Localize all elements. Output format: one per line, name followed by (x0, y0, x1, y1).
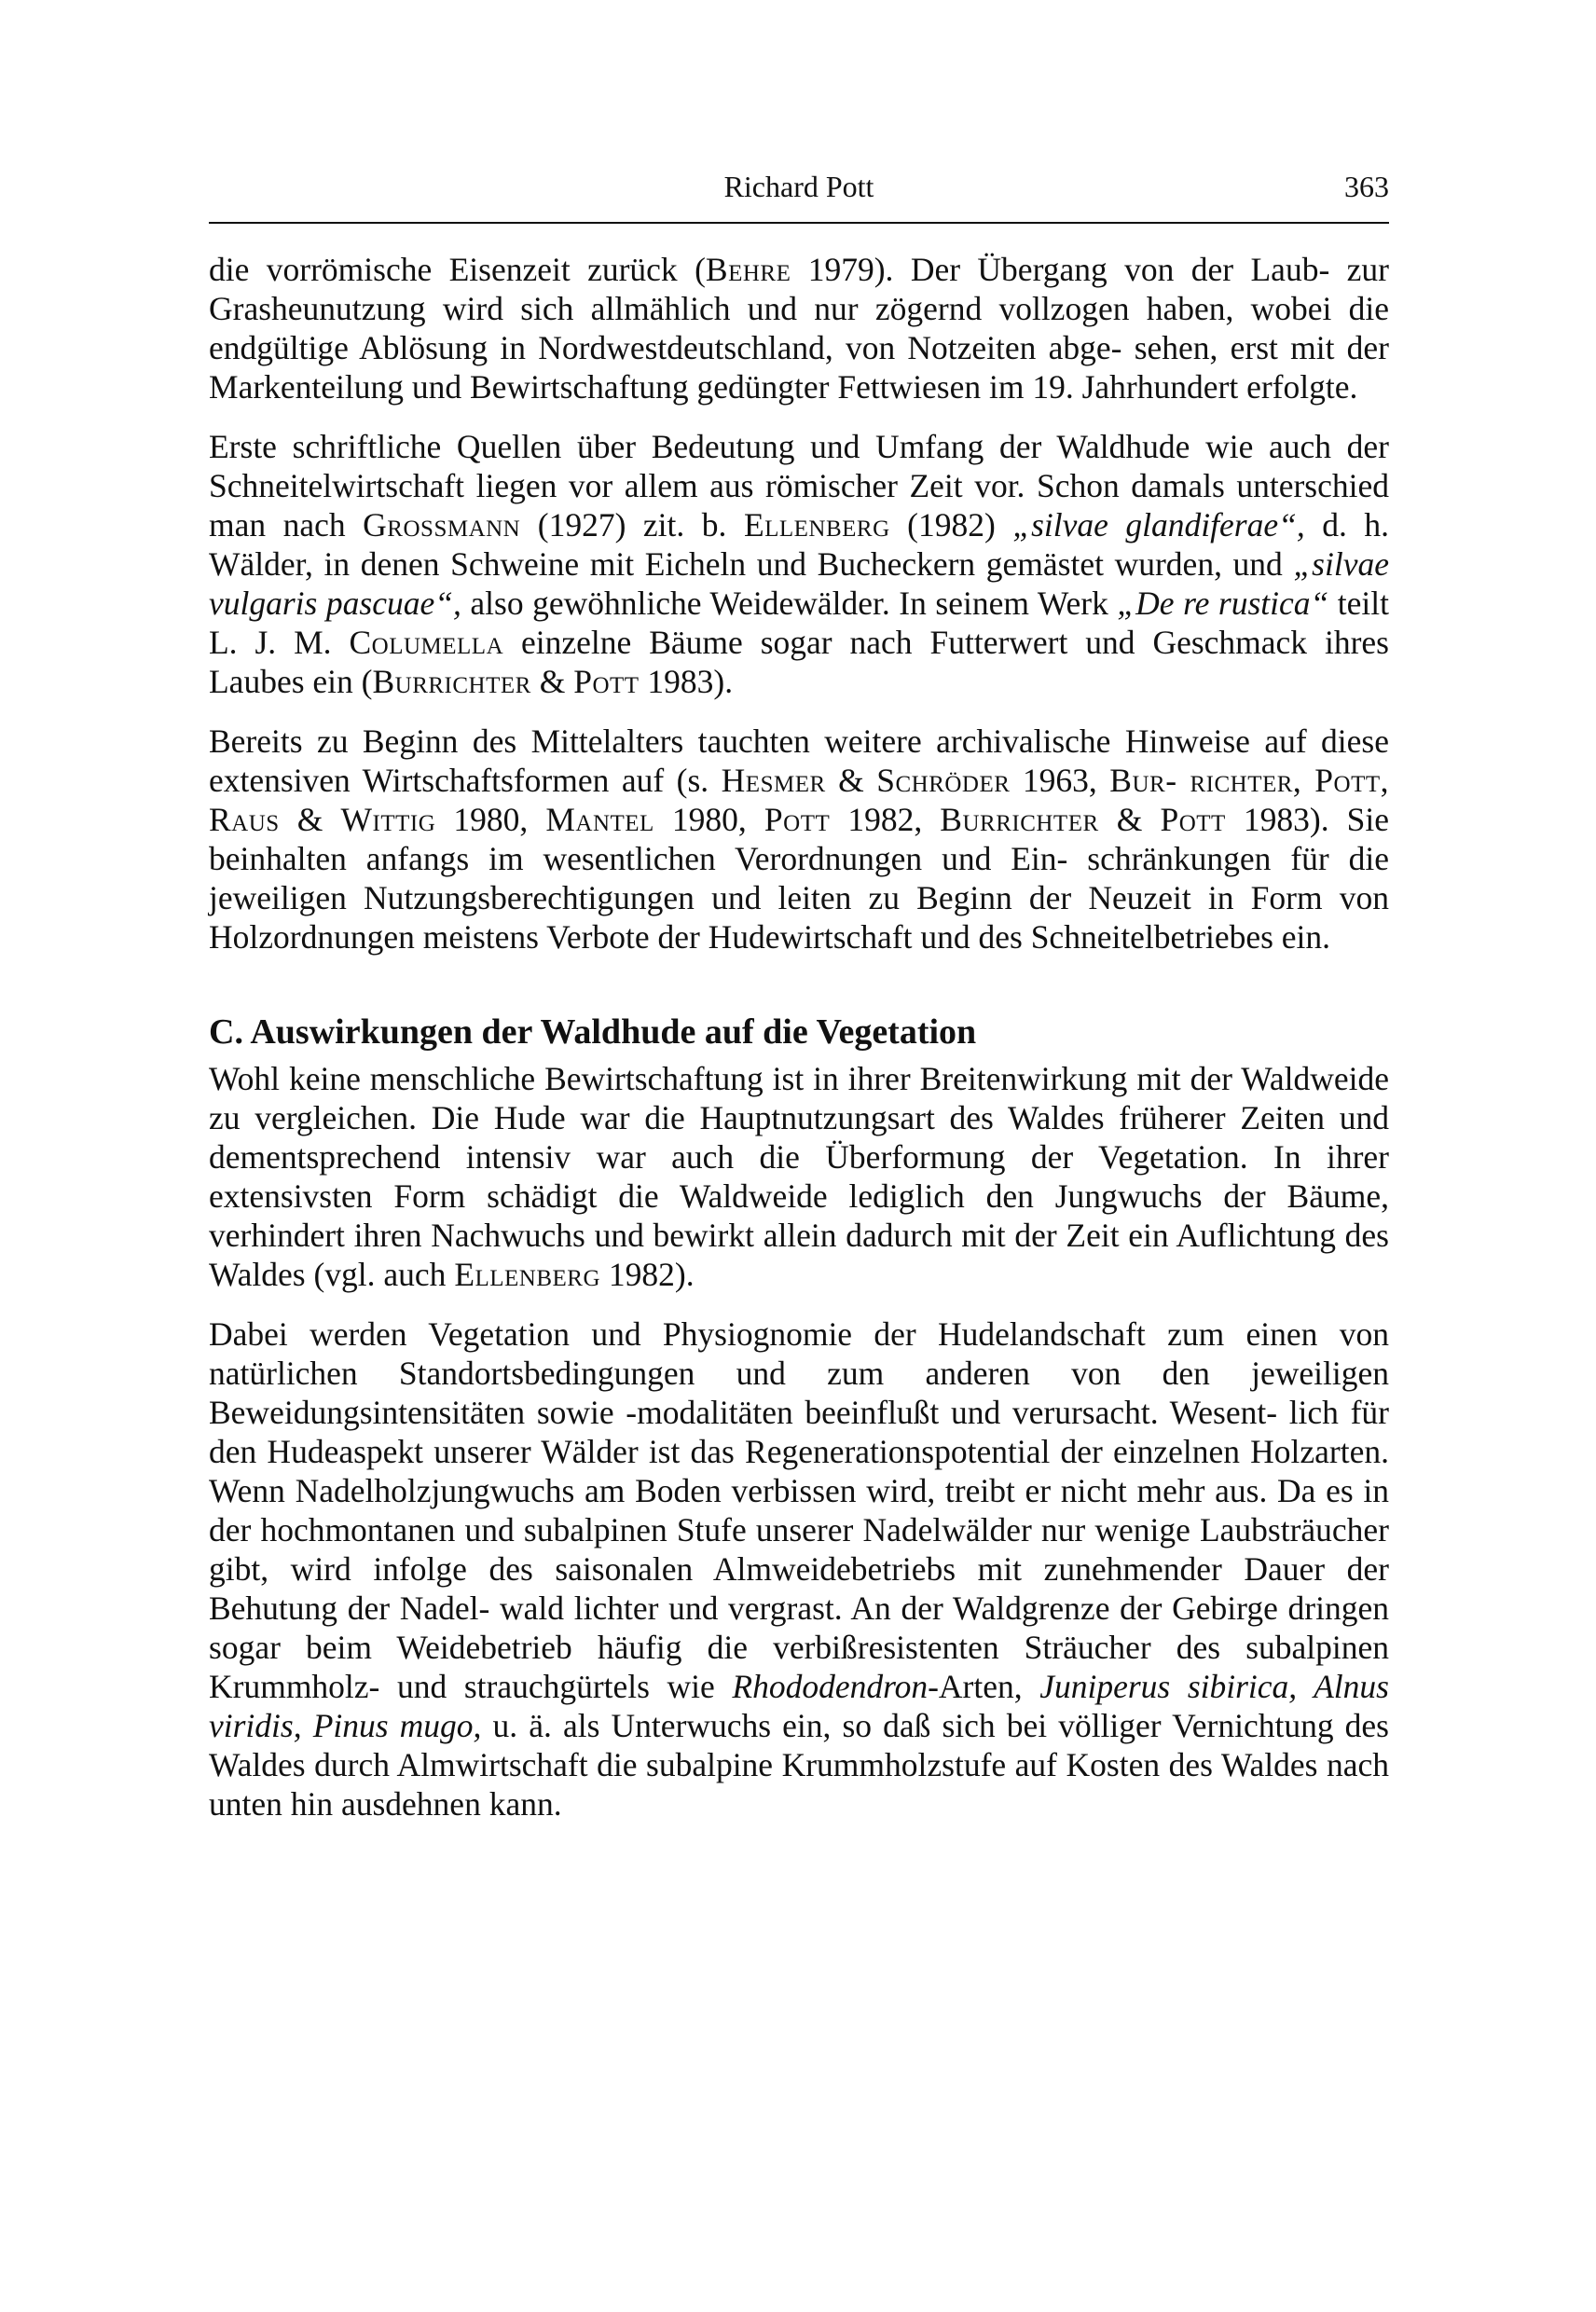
author-citation: Wittig (340, 801, 436, 838)
text-run: 1983). (639, 663, 734, 700)
text-run: (1982) (889, 506, 1013, 544)
header-author: Richard Pott (723, 170, 874, 203)
section-heading: C. Auswirkungen der Waldhude auf die Vegetation (209, 1012, 977, 1052)
text-run: & (825, 762, 877, 799)
text-run: 1980, (654, 801, 764, 838)
text-run: 1983). Sie beinhalten anfangs im wesentlichen Verordnungen und Ein- schränkungen für die jeweiligen Nutzungsberechtigungen und leiten zu Beginn der Neuzeit in Form von Holzordnungen meistens Verbote der Hudewirtschaft und des Schneitelbetriebes ein. (209, 801, 1390, 956)
text-run: u. ä. als Unterwuchs ein, so daß sich bei völliger Vernichtung des Waldes durch Almwirtschaft die subalpine Krummholzstufe auf Kosten des Waldes nach unten hin ausdehnen kann. (209, 1707, 1389, 1823)
author-citation: Schröder (876, 762, 1011, 799)
author-citation: Behre (705, 251, 791, 288)
running-header (209, 168, 1389, 220)
text-run: also gewöhnliche Weidewälder. In seinem Werk (461, 585, 1118, 622)
paragraph-3 (209, 722, 1389, 956)
page-number: 363 (1344, 170, 1389, 203)
body-text (209, 250, 1389, 1844)
paragraph-2 (209, 427, 1389, 701)
text-run: & (1098, 801, 1161, 838)
latin-term: „silvae vulgaris pascuae“, (209, 545, 1389, 622)
text-run: 1982). (600, 1256, 695, 1293)
text-run: & (530, 663, 574, 700)
text-run: einzelne Bäume sogar nach Futterwert und Geschmack ihres Laubes ein ( (209, 624, 1389, 700)
text-run: 1979). Der Übergang von der Laub- zur Grasheunutzung wird sich allmählich und nur zögernd vollzogen haben, wobei die endgültige Ablösung in Nordwestdeutschland, von Notzeiten abge- sehen, erst mit der Markenteilung und Bewirtschaftung gedüngter Fettwiesen im 19. Jahrhundert erfolgte. (209, 251, 1389, 406)
author-citation: Bur- richter, Pott, Raus (209, 762, 1390, 838)
text-run: & (279, 801, 341, 838)
author-citation: Ellenberg (743, 506, 890, 544)
text-run: Bereits zu Beginn des Mittelalters tauchten weitere archivalische Hinweise auf diese extensiven Wirtschaftsformen auf (s. (209, 722, 1389, 799)
text-run: (1927) zit. b. (520, 506, 744, 544)
text-run: 1980, (435, 801, 546, 838)
paragraph-1 (209, 250, 1389, 406)
text-run: Dabei werden Vegetation und Physiognomie der Hudelandschaft zum einen von natürlichen Standortsbedingungen und zum anderen von den jeweiligen Beweidungsintensitäten sowie -modalitäten beeinflußt und verursacht. Wesent- lich für den Hudeaspekt unserer Wälder ist das Regenerationspotential der einzelnen Holzarten. Wenn Nadelholzjungwuchs am Boden verbissen wird, treibt er nicht mehr aus. Da es in der hochmontanen und subalpinen Stufe unserer Nadelwälder nur wenige Laubsträucher gibt, wird infolge des saisonalen Almweidebetriebs mit zunehmender Dauer der Behutung der Nadel- wald lichter und vergrast. An der Waldgrenze der Gebirge dringen sogar beim Weidebetrieb häufig die verbißresistenten Sträucher des subalpinen Krummholz- und strauchgürtels wie (209, 1315, 1389, 1705)
author-citation: Hesmer (721, 762, 826, 799)
text-run: Wohl keine menschliche Bewirtschaftung ist in ihrer Breitenwirkung mit der Waldweide zu vergleichen. Die Hude war die Hauptnutzungsart des Waldes früherer Zeiten und dementsprechend intensiv war auch die Überformung der Vegetation. In ihrer extensivsten Form schädigt die Waldweide lediglich den Jungwuchs der Bäume, verhindert ihren Nachwuchs und bewirkt allein dadurch mit der Zeit ein Auflichtung des Waldes (vgl. auch (209, 1060, 1389, 1293)
author-citation: Burrichter (372, 663, 531, 700)
taxon-name: Juniperus sibirica, Alnus viridis, Pinus mugo, (209, 1668, 1389, 1744)
paragraph-5 (209, 1314, 1389, 1823)
author-citation: Grossmann (363, 506, 521, 544)
header-rule (209, 222, 1389, 224)
author-citation: Mantel (545, 801, 654, 838)
author-citation: Columella (349, 624, 504, 661)
author-citation: Burrichter (940, 801, 1099, 838)
text-run: -Arten, (928, 1668, 1040, 1705)
text-run: teilt L. J. M. (209, 585, 1389, 661)
latin-term: „silvae glandiferae“, (1012, 506, 1305, 544)
text-run: die vorrömische Eisenzeit zurück ( (209, 251, 706, 288)
taxon-name: Rhododendron (732, 1668, 929, 1705)
text-run: 1982, (830, 801, 941, 838)
work-title: „De re rustica“ (1117, 585, 1329, 622)
author-citation: Pott (573, 663, 640, 700)
text-run: Erste schriftliche Quellen über Bedeutung und Umfang der Waldhude wie auch der Schneitelwirtschaft liegen vor allem aus römischer Zeit vor. Schon damals unterschied man nach (209, 428, 1389, 544)
author-citation: Pott (764, 801, 831, 838)
author-citation: Ellenberg (454, 1256, 601, 1293)
author-citation: Pott (1160, 801, 1226, 838)
text-run: 1963, (1010, 762, 1110, 799)
text-run: d. h. Wälder, in denen Schweine mit Eicheln und Bucheckern gemästet wurden, und (209, 506, 1389, 583)
paragraph-4 (209, 1059, 1389, 1294)
